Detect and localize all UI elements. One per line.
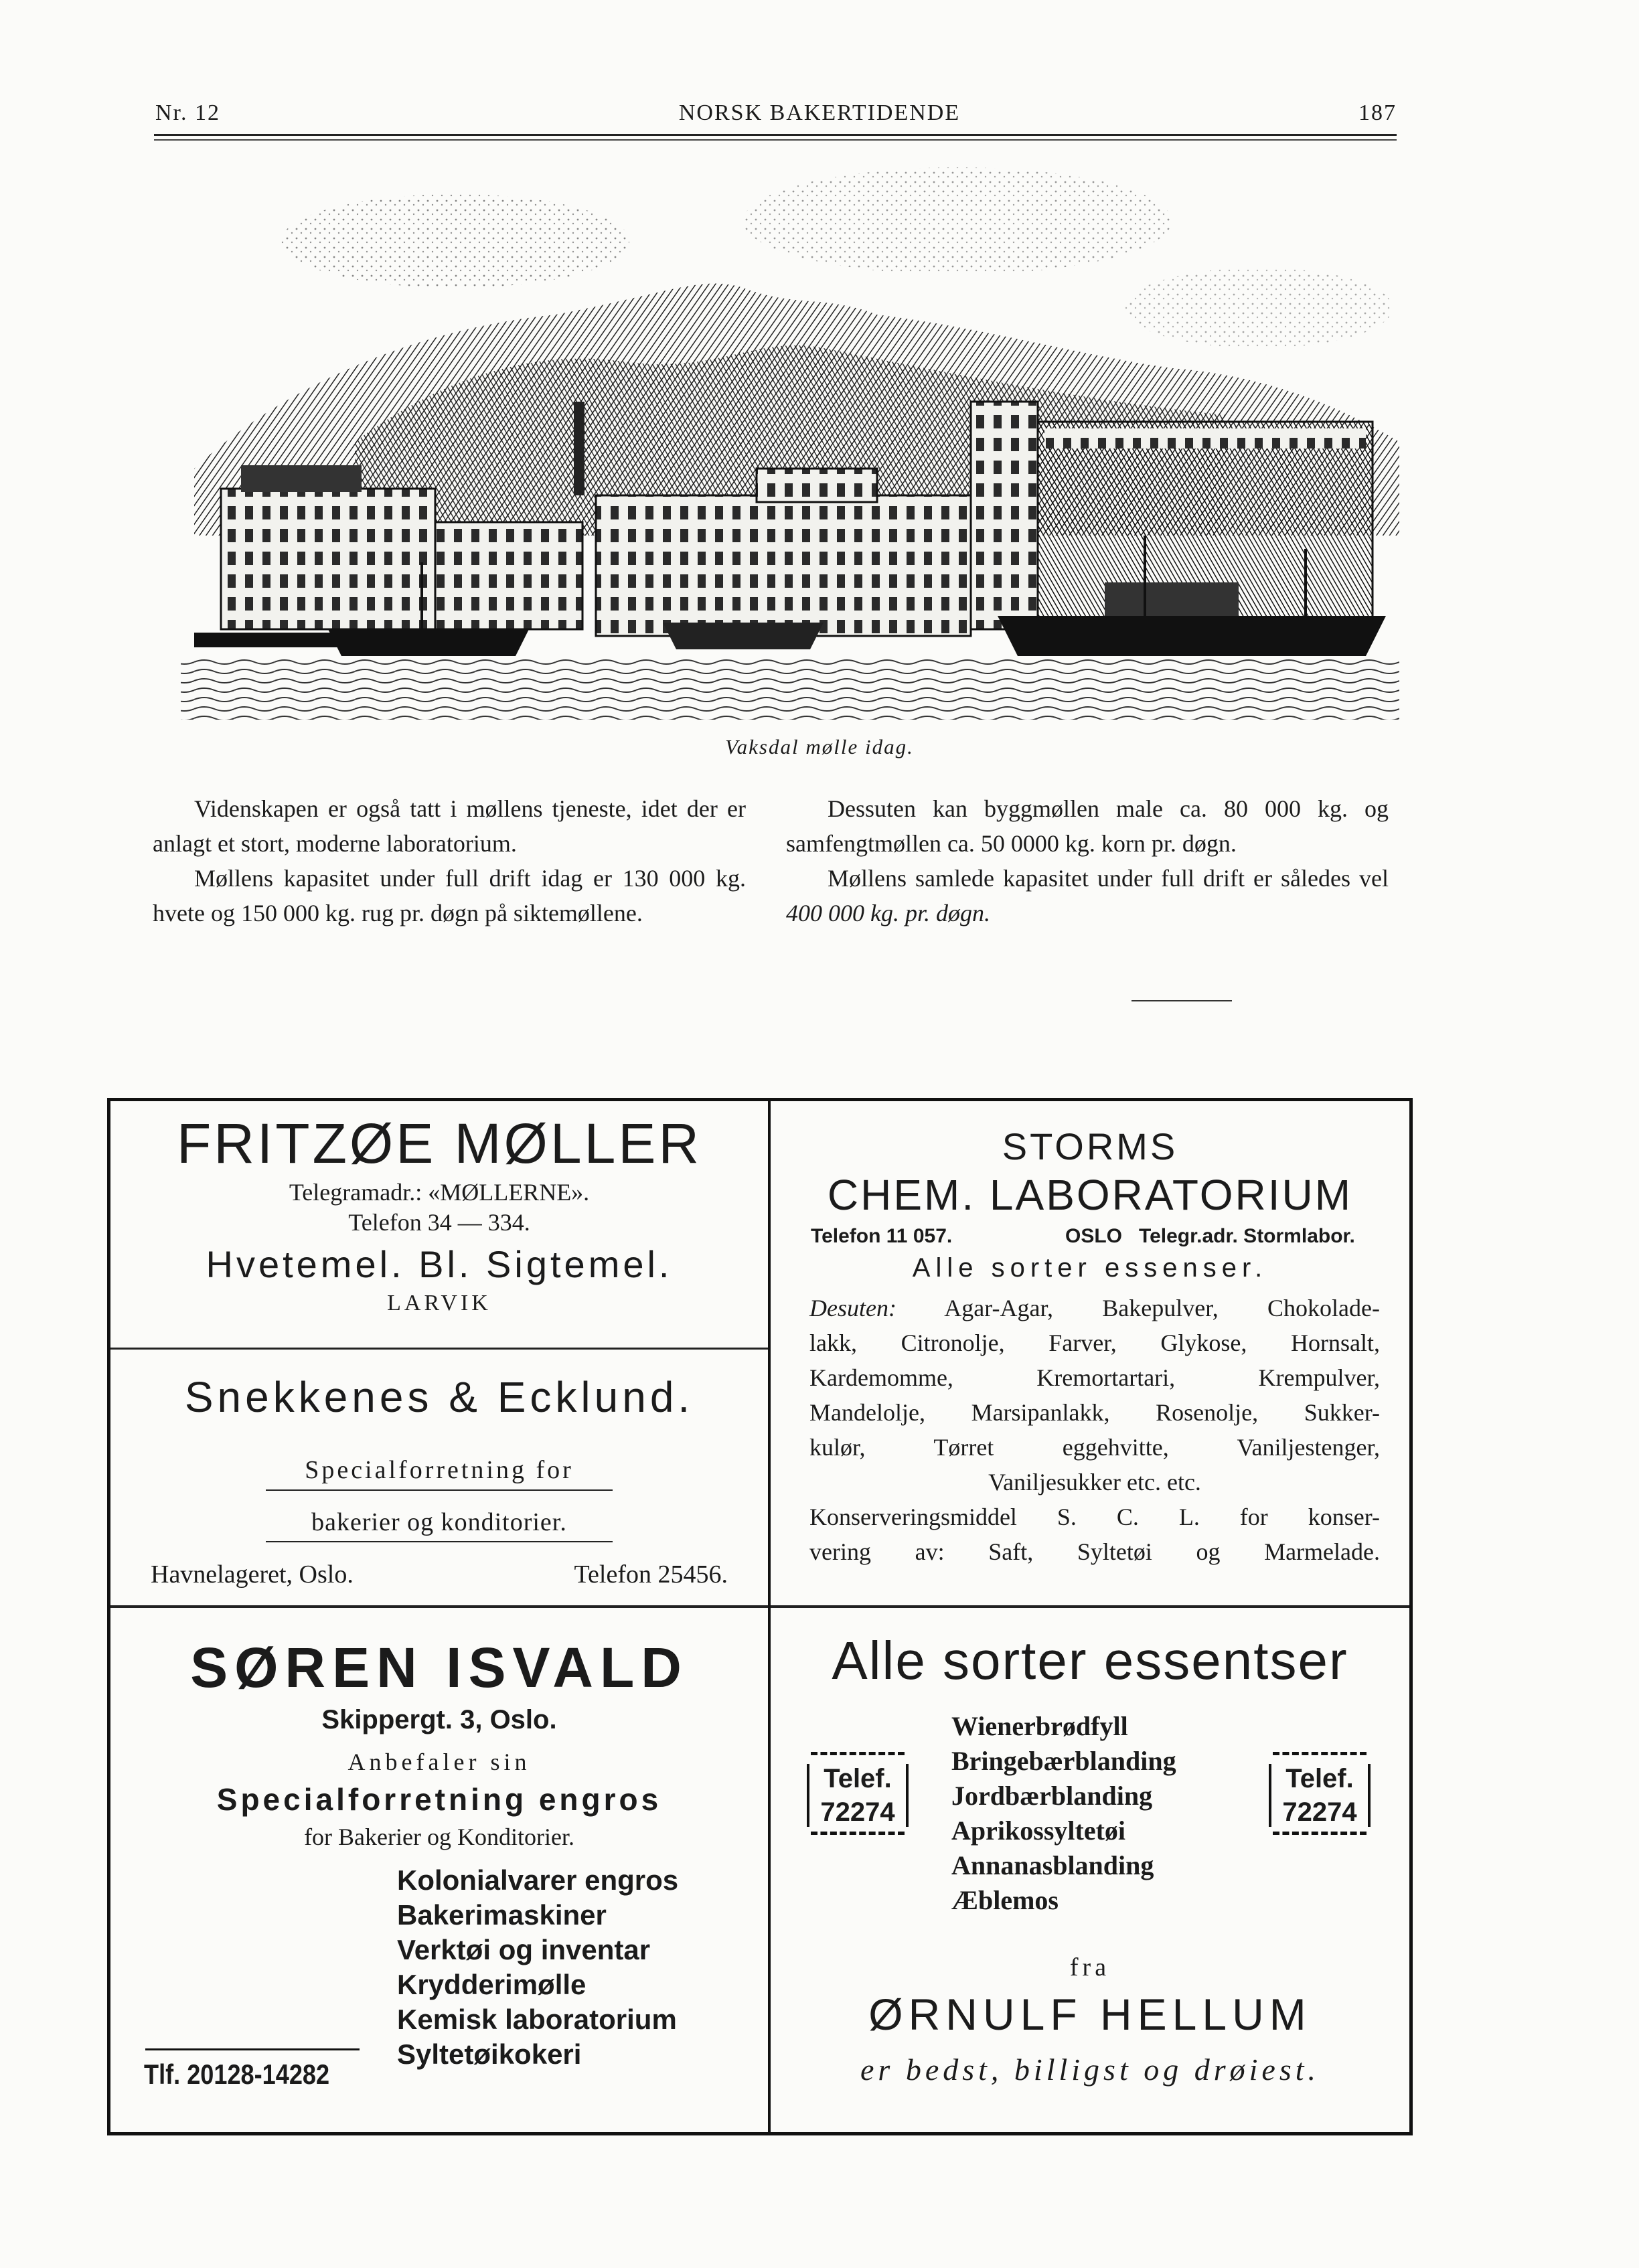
hellum-product: Bringebærblanding xyxy=(951,1746,1176,1776)
journal-title: NORSK BAKERTIDENDE xyxy=(678,100,961,125)
telbox-dash xyxy=(811,1832,905,1839)
ad-left-divider-1 xyxy=(110,1348,768,1350)
snekkenes-line-2: bakerier og konditorier. xyxy=(311,1508,567,1536)
isvald-product-list xyxy=(397,1863,678,2072)
ad-frame-right xyxy=(1409,1098,1413,2132)
isvald-line-3: for Bakerier og Konditorier. xyxy=(304,1824,574,1850)
isvald-product: Kemisk laboratorium xyxy=(397,2004,677,2035)
storms-body-lead: Desuten: xyxy=(809,1295,896,1321)
storms-title-2: CHEM. LABORATORIUM xyxy=(827,1171,1353,1219)
capacity-figure: 400 000 kg. pr. døgn. xyxy=(786,900,990,926)
article-left-paragraph-1: Videnskapen er også tatt i møllens tjeneste, idet der er anlagt et stort, moderne laboratorium. xyxy=(153,795,746,857)
storms-body-line: Konserveringsmiddel S. C. L. for konser- xyxy=(809,1504,1380,1530)
hellum-tel-label: Telef. xyxy=(824,1764,892,1793)
article-right-paragraph-2 xyxy=(786,861,1389,930)
storms-headline: Alle sorter essenser. xyxy=(912,1253,1268,1283)
ad-left-divider-2 xyxy=(110,1605,768,1608)
article-right-paragraph-1: Dessuten kan byggmøllen male ca. 80 000 kg. og samfengtmøllen ca. 50 0000 kg. korn pr. døgn. xyxy=(786,795,1389,857)
hellum-product-list xyxy=(951,1709,1176,1918)
storms-telegram: Telegr.adr. Stormlabor. xyxy=(1139,1225,1355,1247)
header-rule xyxy=(154,134,1397,136)
article-end-rule xyxy=(1131,1000,1232,1001)
storms-telefon: Telefon 11 057. xyxy=(811,1225,953,1247)
hellum-tel-number: 72274 xyxy=(1282,1797,1357,1827)
isvald-phone: Tlf. 20128-14282 xyxy=(144,2058,330,2090)
isvald-product: Kolonialvarer engros xyxy=(397,1864,679,1896)
isvald-title: SØREN ISVALD xyxy=(190,1636,688,1699)
telbox-bar xyxy=(906,1764,909,1827)
snekkenes-underline-2 xyxy=(266,1541,613,1542)
hellum-tel-number: 72274 xyxy=(820,1797,895,1827)
hellum-product: Annanasblanding xyxy=(951,1850,1154,1880)
article-left-paragraph-2: Møllens kapasitet under full drift idag er 130 000 kg. hvete og 150 000 kg. rug pr. døgn på siktemøllene. xyxy=(153,865,746,926)
hellum-tel-label: Telef. xyxy=(1285,1764,1354,1793)
fritzoe-telegram: Telegramadr.: «MØLLERNE». xyxy=(289,1179,590,1206)
hellum-product: Aprikossyltetøi xyxy=(951,1815,1125,1846)
mill-engraving xyxy=(154,161,1426,736)
fritzoe-products: Hvetemel. Bl. Sigtemel. xyxy=(206,1243,673,1285)
article-left-column xyxy=(153,791,746,930)
storms-body-line: kulør, Tørret eggehvitte, Vaniljestenger, xyxy=(809,1434,1380,1461)
telbox-dash xyxy=(1273,1832,1367,1839)
storms-body-line: Agar-Agar, Bakepulver, Chokolade- xyxy=(944,1295,1380,1321)
hellum-headline: Alle sorter essentser xyxy=(832,1631,1348,1690)
isvald-product: Syltetøikokeri xyxy=(397,2038,582,2070)
ad-fritzoe xyxy=(110,1111,768,1346)
header-rule-thin xyxy=(154,139,1397,141)
hellum-telephone-left xyxy=(811,1749,905,1842)
ad-isvald xyxy=(110,1610,768,2129)
snekkenes-line-1: Specialforretning for xyxy=(305,1456,574,1484)
ad-hellum xyxy=(771,1610,1409,2129)
isvald-product: Bakerimaskiner xyxy=(397,1899,607,1931)
telbox-dash xyxy=(811,1752,905,1759)
ad-right-divider xyxy=(771,1605,1409,1608)
snekkenes-telefon: Telefon 25456. xyxy=(574,1560,728,1589)
hellum-product: Wienerbrødfyll xyxy=(951,1711,1128,1741)
hellum-name: ØRNULF HELLUM xyxy=(868,1990,1312,2039)
snekkenes-underline-1 xyxy=(266,1489,613,1491)
telbox-bar xyxy=(1368,1764,1371,1827)
page-number-right: 187 xyxy=(1358,100,1397,125)
storms-body-line: vering av: Saft, Syltetøi og Marmelade. xyxy=(809,1538,1380,1565)
article-right-column xyxy=(786,791,1389,930)
snekkenes-address: Havnelageret, Oslo. xyxy=(151,1560,354,1589)
storms-body-line: Kardemomme, Kremortartari, Krempulver, xyxy=(809,1364,1380,1391)
isvald-address: Skippergt. 3, Oslo. xyxy=(321,1705,557,1734)
storms-title-1: STORMS xyxy=(1002,1125,1178,1167)
hellum-slogan: er bedst, billigst og drøiest. xyxy=(860,2052,1320,2087)
isvald-line-2: Specialforretning engros xyxy=(216,1782,662,1817)
hellum-product: Jordbærblanding xyxy=(951,1781,1153,1811)
hellum-telephone-right xyxy=(1273,1749,1367,1842)
isvald-phone-rule xyxy=(145,2048,360,2050)
storms-body-line: Vaniljesukker etc. etc. xyxy=(988,1469,1201,1495)
hellum-product: Æblemos xyxy=(951,1885,1059,1915)
capacity-text: Møllens samlede kapasitet under full drift er således vel xyxy=(828,865,1389,892)
ad-storms xyxy=(771,1111,1409,1603)
snekkenes-title: Snekkenes & Ecklund. xyxy=(184,1373,694,1421)
ad-snekkenes xyxy=(110,1359,768,1600)
hellum-from: fra xyxy=(1069,1953,1111,1981)
isvald-line-1: Anbefaler sin xyxy=(347,1749,531,1775)
page-number-left: Nr. 12 xyxy=(155,100,220,125)
telbox-bar xyxy=(807,1764,809,1827)
telbox-dash xyxy=(1273,1752,1367,1759)
telbox-bar xyxy=(1269,1764,1271,1827)
fritzoe-title: FRITZØE MØLLER xyxy=(176,1112,702,1175)
storms-city: OSLO xyxy=(1065,1225,1123,1247)
figure-caption: Vaksdal mølle idag. xyxy=(725,735,914,758)
fritzoe-telefon: Telefon 34 — 334. xyxy=(348,1209,530,1236)
storms-body-line: Mandelolje, Marsipanlakk, Rosenolje, Sukker- xyxy=(809,1399,1380,1426)
fritzoe-city: LARVIK xyxy=(387,1291,491,1315)
isvald-product: Krydderimølle xyxy=(397,1969,587,2000)
storms-body-line: lakk, Citronolje, Farver, Glykose, Hornsalt, xyxy=(809,1329,1380,1356)
storms-body xyxy=(809,1291,1380,1569)
isvald-product: Verktøi og inventar xyxy=(397,1934,651,1965)
